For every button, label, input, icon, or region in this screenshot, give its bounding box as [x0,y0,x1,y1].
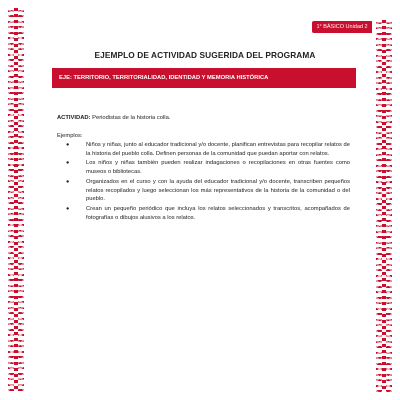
list-item: ● Niños y niñas, junto al educador tradicional y/o docente, planifican entrevistas para recopilar relatos de la historia del pueblo colla. Definen personas de la comunidad que puedan aportar con relatos. [66,142,350,157]
decorative-border-left [8,8,24,392]
list-item: ● Crean un pequeño periódico que incluya los relatos seleccionados y transcritos, acompañados de fotografías o dibujos alusivos a los relatos. [66,205,350,221]
eje-banner: EJE: TERRITORIO, TERRITORIALIDAD, IDENTIDAD Y MEMORIA HISTÓRICA [52,68,356,88]
bullet-icon: ● [66,205,70,212]
bullet-icon: ● [66,160,70,167]
examples-label: Ejemplos: [57,133,83,139]
list-item: ● Organizados en el curso y con la ayuda del educador tradicional y/o docente, transcriben pequeños relatos recopilados y luego seleccionan los más representativos de la historia de la comunidad o del pueblo. [66,178,350,203]
unit-tab: 1° BÁSICO Unidad 2 [312,21,372,33]
decorative-border-right [376,20,392,392]
page-title: EJEMPLO DE ACTIVIDAD SUGERIDA DEL PROGRAMA [94,50,316,60]
list-item: ● Los niños y niñas también pueden realizar indagaciones o recopilaciones en otras fuentes como museos o bibliotecas. [66,160,350,176]
activity-text: Periodistas de la historia colla. [90,115,171,121]
activity-label: ACTIVIDAD: [57,115,91,121]
examples-list [66,141,350,223]
bullet-icon: ● [66,142,70,148]
bullet-icon: ● [66,178,70,185]
activity-line [57,115,357,121]
